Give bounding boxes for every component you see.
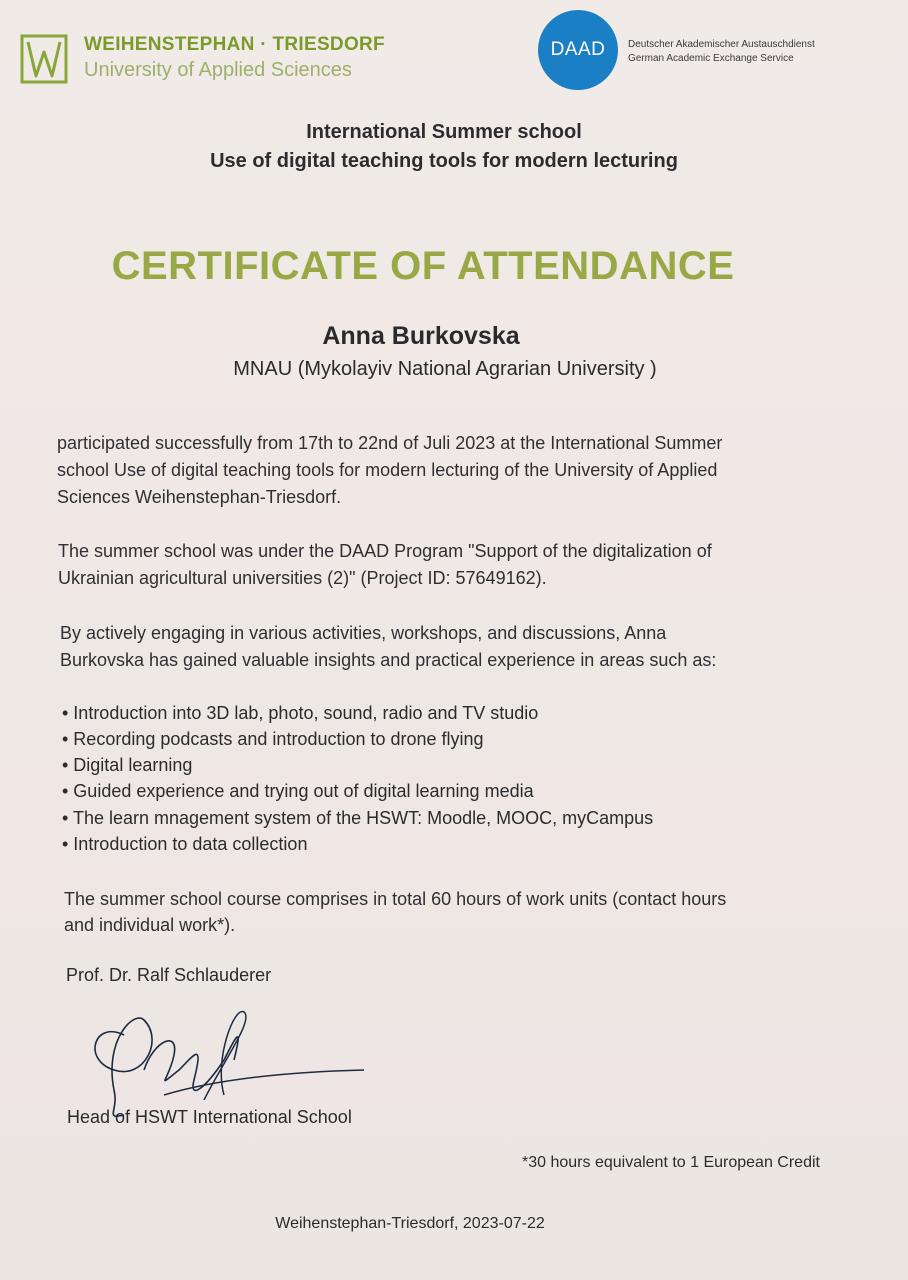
paragraph1-line: participated successfully from 17th to 22nd of Juli 2023 at the International Summer — [57, 433, 723, 453]
paragraph3-line: By actively engaging in various activities, workshops, and discussions, Anna — [60, 623, 667, 643]
recipient-name: Anna Burkovska — [322, 322, 520, 350]
paragraph2-line: The summer school was under the DAAD Program "Support of the digitalization of — [58, 541, 712, 561]
list-item: • Introduction into 3D lab, photo, sound, radio and TV studio — [62, 703, 539, 723]
list-item: • Recording podcasts and introduction to drone flying — [62, 729, 484, 749]
list-item: • Digital learning — [62, 755, 193, 775]
daad-logo-text: DAAD — [550, 39, 606, 60]
paragraph3-line: Burkovska has gained valuable insights and practical experience in areas such as: — [60, 650, 717, 670]
hswt-logo-icon — [20, 34, 68, 84]
list-item: • The learn mnagement system of the HSWT: Moodle, MOOC, myCampus — [62, 808, 654, 828]
recipient-institution: MNAU (Mykolayiv National Agrarian University ) — [233, 358, 657, 380]
hswt-subtitle: University of Applied Sciences — [84, 59, 352, 81]
paragraph1-line: school Use of digital teaching tools for modern lecturing of the University of Applied — [57, 460, 718, 480]
paragraph2-line: Ukrainian agricultural universities (2)" (Project ID: 57649162). — [58, 568, 547, 588]
handwritten-signature — [84, 1000, 374, 1130]
list-item: • Guided experience and trying out of digital learning media — [62, 781, 534, 801]
signatory-role: Head of HSWT International School — [67, 1107, 352, 1127]
credit-footnote: *30 hours equivalent to 1 European Credit — [522, 1154, 820, 1171]
paragraph4-line: and individual work*). — [64, 915, 236, 935]
school-title-line2: Use of digital teaching tools for modern lecturing — [210, 150, 678, 172]
certificate-title: CERTIFICATE OF ATTENDANCE — [111, 244, 735, 288]
signatory-name: Prof. Dr. Ralf Schlauderer — [66, 965, 272, 985]
list-item: • Introduction to data collection — [62, 834, 308, 854]
paragraph1-line: Sciences Weihenstephan-Triesdorf. — [57, 487, 342, 507]
daad-logo — [538, 10, 618, 90]
paragraph4-line: The summer school course comprises in total 60 hours of work units (contact hours — [64, 889, 727, 909]
place-and-date: Weihenstephan-Triesdorf, 2023-07-22 — [275, 1215, 545, 1232]
hswt-name: WEIHENSTEPHAN · TRIESDORF — [84, 34, 385, 55]
school-title-line1: International Summer school — [306, 121, 582, 143]
daad-name-en: German Academic Exchange Service — [628, 53, 794, 64]
daad-name-de: Deutscher Akademischer Austauschdienst — [628, 39, 815, 50]
